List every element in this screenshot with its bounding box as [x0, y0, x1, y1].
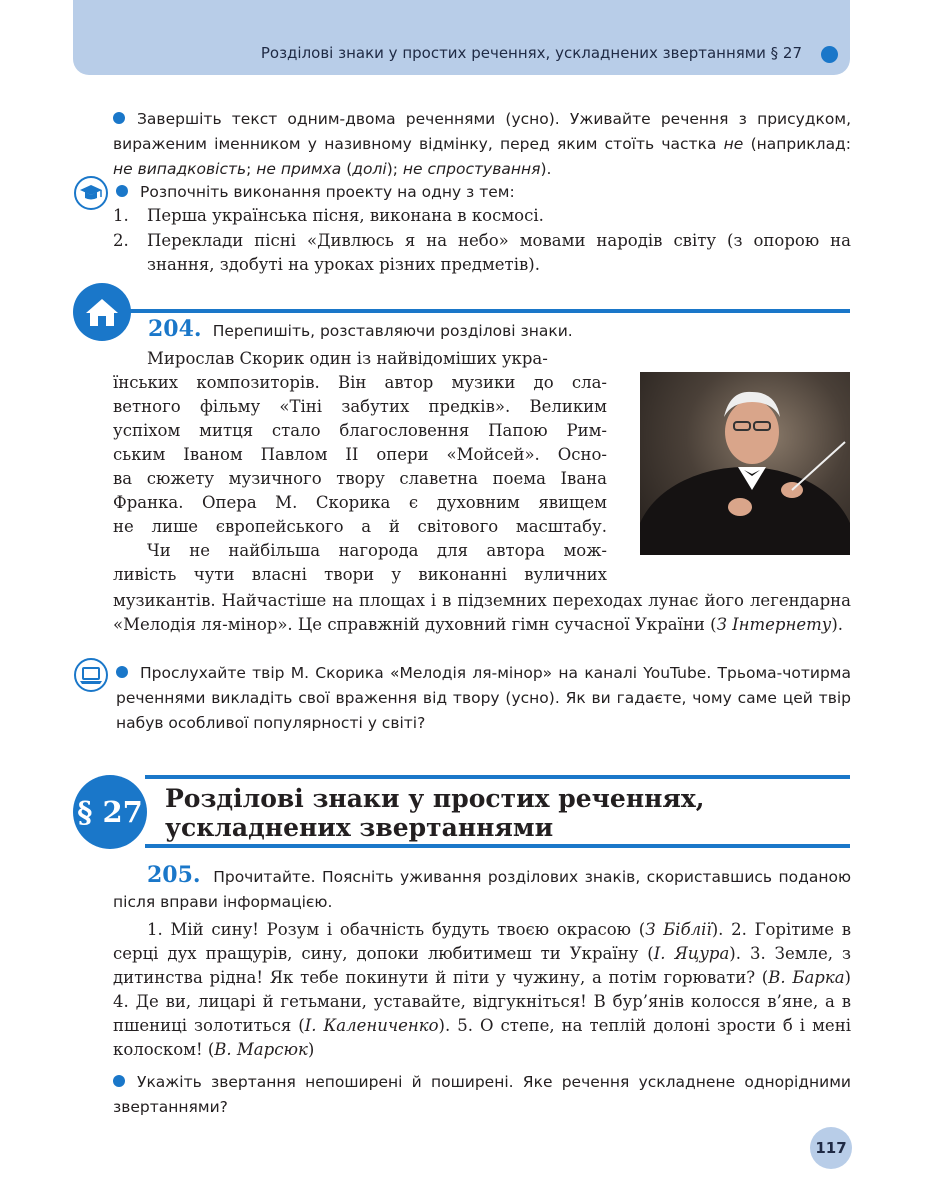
project-item-1: 1. Перша українська пісня, виконана в космосі. [113, 206, 544, 225]
header-dot-icon [821, 46, 838, 63]
final-task-text: Укажіть звертання непоширені й поширені. Яке речення ускладнене однорідними звертаннями? [113, 1073, 851, 1116]
listen-task-text: Прослухайте твір М. Скорика «Мелодія ля-мінор» на каналі YouTube. Трьома-чотирма реченнями викладіть свої враження від твору (усно). Як ви гадаєте, чому саме цей твір набув особливої популярності у світі? [116, 664, 851, 732]
bullet-icon [113, 112, 125, 124]
exercise-number: 204. [148, 316, 202, 342]
header-title: Розділові знаки у простих реченнях, ускладнених звертаннями § 27 [260, 44, 802, 62]
bullet-icon [113, 1075, 125, 1087]
project-item-2: 2. Переклади пісні «Дивлюсь я на небо» мовами народів світу (з опорою на знання, здобуті на уроках різних предметів). [113, 231, 851, 274]
exercise-instruction: Перепишіть, розставляючи розділові знаки. [212, 322, 573, 340]
laptop-icon [74, 658, 108, 692]
exercise-204-text-left: Мирослав Скорик один із найвідоміших укра- їнських композиторів. Він автор музики до сла- ветного фільму «Тіні забутих предків». Великим успіхом митця стало благословення Папою Рим- ським Іваном Павлом ІІ опери «Мойсей». Осно- ва сюжету музичного твору славетна поема Івана Франка. Опера М. Скорика є духовним явищем не лише європейського а й світового масштабу. Чи не найбільша нагорода для автора мож- ливість чути власні твори у виконанні вуличних [113, 349, 607, 584]
home-task-rule [120, 309, 850, 313]
task-complete-text: Завершіть текст одним-двома реченнями (усно). Уживайте речення з присудком, вираженим іменником у називному відмінку, перед яким стоїть частка не (наприклад: не випадковість; не примха (долі); не спростування). [113, 110, 852, 178]
conductor-photo [640, 372, 850, 555]
section-number-badge: § 27 [73, 775, 147, 849]
project-intro: Розпочніть виконання проекту на одну з тем: [116, 180, 851, 205]
section-title: Розділові знаки у простих реченнях, ускладнених звертаннями [165, 784, 705, 842]
exercise-instruction: Прочитайте. Поясніть уживання розділових знаків, скориставшись поданою після вправи інформацією. [113, 868, 851, 911]
page-header [73, 0, 850, 75]
section-rule-top [145, 775, 850, 779]
exercise-205-text: 1. Мій сину! Розум і обачність будуть твоєю окрасою (З Біблії). 2. Горітиме в серці дух пращурів, сину, допоки любитимеш ти Україну (І. Яцура). 3. Земле, з дитинства рідна! Як тебе покинути й піти у чужину, а потім горювати? (В. Барка) 4. Де ви, лицарі й гетьмани, уставайте, відгукніться! В бур’янів колосся в’яне, а в пшениці золотиться (І. Калениченко). 5. О степе, на теплій долоні зрости б і мені колоском! (В. Марсюк) [113, 920, 851, 1059]
section-rule-bottom [145, 844, 850, 848]
exercise-204-heading [148, 316, 848, 342]
bullet-icon [116, 185, 128, 197]
exercise-204-text-tail: музикантів. Найчастіше на площах і в підземних переходах лунає його легендарна «Мелодія ля-мінор». Це справжній духовний гімн сучасної України (З Інтернету). [113, 591, 851, 634]
bullet-icon [116, 666, 128, 678]
exercise-number: 205. [147, 862, 201, 888]
graduation-cap-icon [74, 176, 108, 210]
page-number: 117 [810, 1127, 852, 1169]
home-icon [73, 283, 131, 341]
exercise-205-heading [113, 862, 851, 915]
